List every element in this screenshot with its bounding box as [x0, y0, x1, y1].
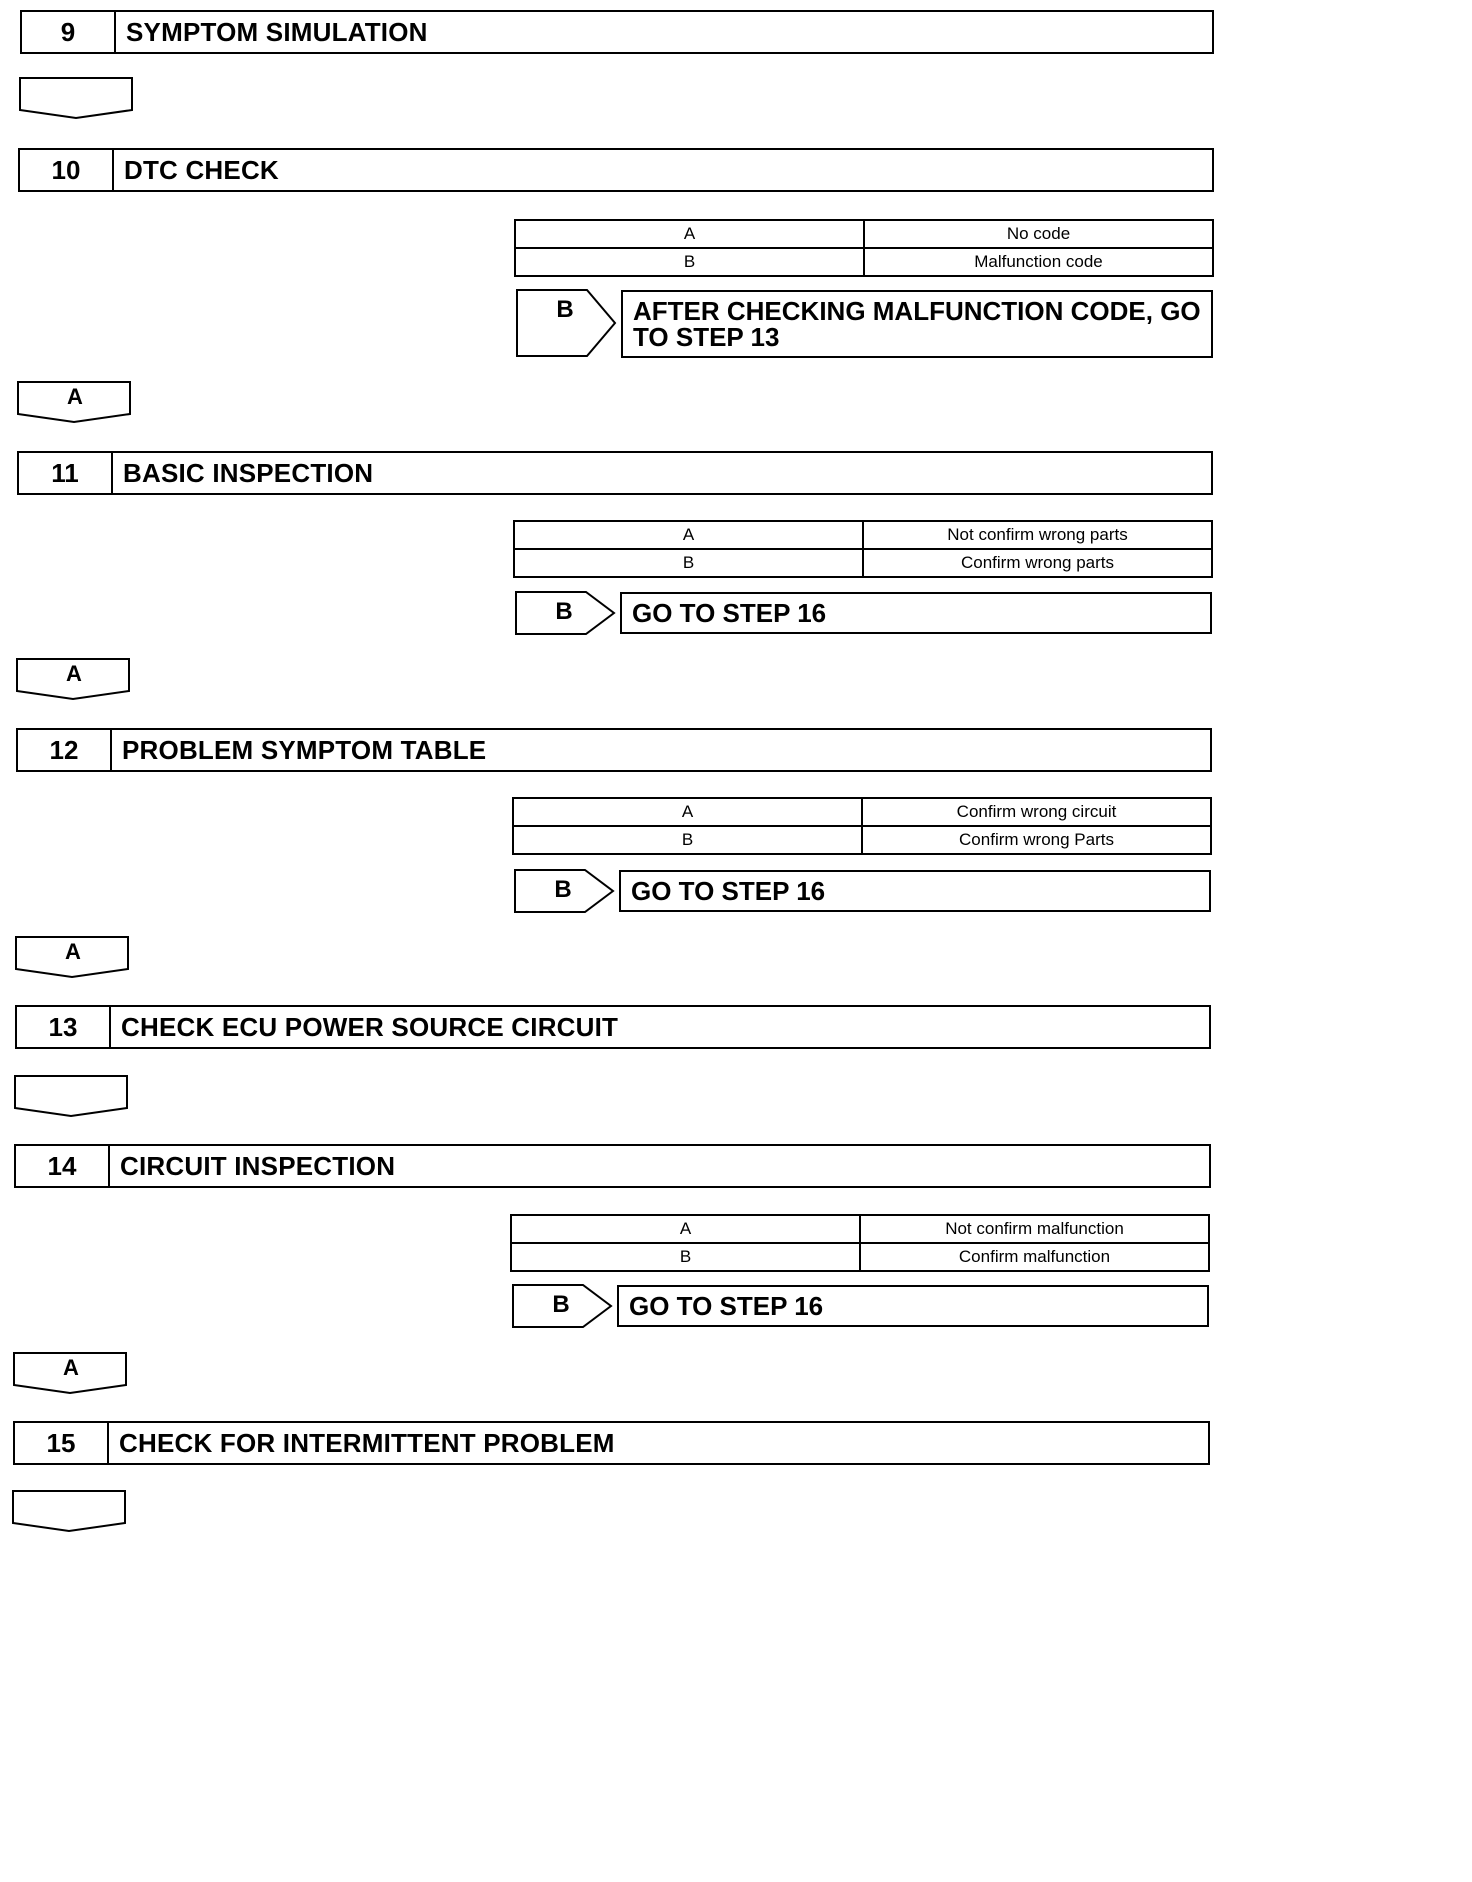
result-value: Confirm wrong circuit — [862, 798, 1211, 826]
result-key: B — [513, 826, 862, 854]
result-key: B — [511, 1243, 860, 1271]
step-number: 14 — [16, 1146, 110, 1186]
step-12 — [16, 728, 1212, 772]
result-key: B — [514, 549, 863, 577]
result-key: A — [511, 1215, 860, 1243]
step-title: DTC CHECK — [124, 154, 279, 185]
branch-target: GO TO STEP 16 — [620, 592, 1212, 634]
step-10 — [18, 148, 1214, 192]
flow-arrow — [13, 1074, 131, 1116]
result-row-b — [513, 826, 1211, 854]
result-value: Confirm wrong parts — [863, 549, 1212, 577]
result-key: A — [513, 798, 862, 826]
branch-target: AFTER CHECKING MALFUNCTION CODE, GO TO STEP 13 — [621, 290, 1213, 358]
result-value: Not confirm wrong parts — [863, 521, 1212, 549]
result-table — [512, 797, 1212, 855]
flow-arrow-label: A — [66, 661, 82, 686]
flow-arrow — [14, 935, 132, 977]
branch-b — [515, 288, 1215, 356]
step-number: 11 — [19, 453, 113, 493]
step-title: PROBLEM SYMPTOM TABLE — [122, 734, 487, 765]
step-14 — [14, 1144, 1211, 1188]
flow-arrow — [18, 76, 136, 118]
branch-b — [511, 1283, 1211, 1351]
branch-label: B — [556, 296, 574, 323]
result-key: A — [515, 220, 864, 248]
flow-arrow-label: A — [63, 1355, 79, 1380]
step-title: CIRCUIT INSPECTION — [120, 1150, 396, 1181]
branch-target: GO TO STEP 16 — [619, 870, 1211, 912]
result-value: Malfunction code — [864, 248, 1213, 276]
result-row-a — [514, 521, 1212, 549]
result-row-a — [511, 1215, 1209, 1243]
result-value: Confirm wrong Parts — [862, 826, 1211, 854]
result-value: No code — [864, 220, 1213, 248]
result-table — [510, 1214, 1210, 1272]
result-row-b — [511, 1243, 1209, 1271]
branch-b — [514, 590, 1214, 658]
result-value: Not confirm malfunction — [860, 1215, 1209, 1243]
step-11 — [17, 451, 1213, 495]
step-title: SYMPTOM SIMULATION — [126, 16, 428, 47]
step-number: 12 — [18, 730, 112, 770]
step-13 — [15, 1005, 1211, 1049]
step-number: 9 — [22, 12, 116, 52]
step-title: CHECK ECU POWER SOURCE CIRCUIT — [121, 1011, 619, 1042]
flow-arrow — [12, 1351, 130, 1393]
branch-label: B — [554, 876, 572, 903]
result-row-b — [515, 248, 1213, 276]
step-9 — [20, 10, 1214, 54]
step-number: 10 — [20, 150, 114, 190]
step-title: BASIC INSPECTION — [123, 457, 374, 488]
flow-arrow — [16, 380, 134, 422]
result-row-b — [514, 549, 1212, 577]
step-title: CHECK FOR INTERMITTENT PROBLEM — [119, 1427, 615, 1458]
result-key: B — [515, 248, 864, 276]
branch-label: B — [552, 1291, 570, 1318]
step-number: 13 — [17, 1007, 111, 1047]
branch-label: B — [555, 598, 573, 625]
step-15 — [13, 1421, 1210, 1465]
result-table — [514, 219, 1214, 277]
result-row-a — [513, 798, 1211, 826]
flow-arrow — [11, 1489, 129, 1531]
branch-b — [513, 868, 1213, 936]
flow-arrow-label: A — [65, 939, 81, 964]
flow-arrow-label: A — [67, 384, 83, 409]
flow-arrow — [15, 657, 133, 699]
step-number: 15 — [15, 1423, 109, 1463]
result-row-a — [515, 220, 1213, 248]
branch-target: GO TO STEP 16 — [617, 1285, 1209, 1327]
result-value: Confirm malfunction — [860, 1243, 1209, 1271]
result-table — [513, 520, 1213, 578]
result-key: A — [514, 521, 863, 549]
